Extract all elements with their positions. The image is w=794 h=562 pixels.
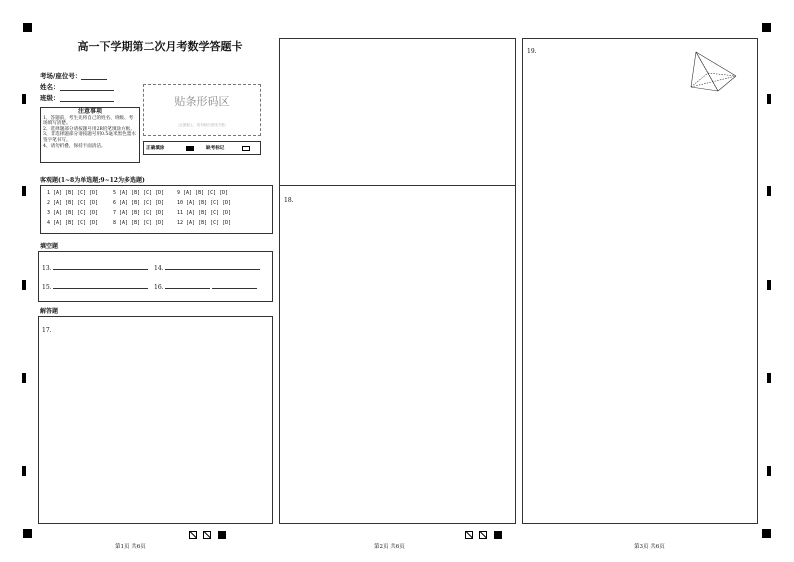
timing-mark	[22, 466, 26, 476]
blank-14-label: 14.	[154, 265, 164, 272]
fill-example	[143, 141, 261, 155]
mcq-option-row[interactable]: 8 [A] [B] [C] [D]	[113, 220, 165, 226]
registration-mark	[23, 529, 32, 538]
exam-seat-field[interactable]	[40, 71, 107, 80]
fill-panel	[38, 251, 273, 302]
name-label: 姓名：	[40, 83, 60, 91]
question-18-label: 18.	[284, 197, 294, 204]
notice-item: 3、非选择题部分请按题号用0.5毫米黑色墨水签字笔书写。	[43, 132, 136, 143]
objective-heading: 客观题(1~8为单选题;9~12为多选题)	[40, 177, 145, 184]
correct-fill-swatch	[186, 146, 194, 151]
page-id-mark	[494, 531, 502, 539]
page-id-mark	[203, 531, 211, 539]
answer-box-19[interactable]	[522, 38, 758, 524]
objective-panel	[40, 185, 273, 234]
blank-13-label: 13.	[42, 265, 52, 272]
barcode-subtitle: （正面朝上，切勿贴出虚线方框）	[175, 123, 229, 127]
fill-heading: 填空题	[40, 243, 59, 250]
blank-16-label: 16.	[154, 284, 164, 291]
mcq-option-row[interactable]: 3 [A] [B] [C] [D]	[47, 210, 99, 216]
page-id-mark	[189, 531, 197, 539]
page-id-mark	[218, 531, 226, 539]
blank-16[interactable]	[154, 282, 257, 291]
page-id-mark	[465, 531, 473, 539]
absent-mark-label: 缺考标记	[206, 146, 225, 151]
blank-13[interactable]	[42, 263, 148, 272]
mcq-option-row[interactable]: 12 [A] [B] [C] [D]	[177, 220, 232, 226]
question-17-label: 17.	[42, 327, 52, 334]
blank-15-label: 15.	[42, 284, 52, 291]
timing-mark	[22, 186, 26, 196]
mcq-option-row[interactable]: 1 [A] [B] [C] [D]	[47, 190, 99, 196]
notice-item: 2、选择题部分请按题号用2B铅笔填涂方框。	[43, 126, 135, 132]
page-title: 高一下学期第二次月考数学答题卡	[77, 40, 243, 53]
answer-box-continued[interactable]	[279, 38, 516, 186]
timing-mark	[767, 466, 771, 476]
page-id-mark	[479, 531, 487, 539]
registration-mark	[762, 529, 771, 538]
timing-mark	[22, 373, 26, 383]
mcq-option-row[interactable]: 10 [A] [B] [C] [D]	[177, 200, 232, 206]
class-label: 班级：	[40, 94, 60, 102]
exam-seat-label: 考场/座位号：	[40, 72, 82, 80]
blank-15[interactable]	[42, 282, 148, 291]
notice-item: 4、请勿折叠，保持卡面清洁。	[43, 143, 106, 149]
timing-mark	[767, 280, 771, 290]
answer-box-18[interactable]	[279, 185, 516, 524]
barcode-title: 贴条形码区	[174, 95, 230, 108]
blank-14[interactable]	[154, 263, 260, 272]
registration-mark	[762, 23, 771, 32]
notice-title: 注意事项	[77, 108, 102, 115]
question-19-label: 19.	[527, 48, 537, 55]
mcq-option-row[interactable]: 5 [A] [B] [C] [D]	[113, 190, 165, 196]
class-field[interactable]	[40, 93, 114, 102]
page-number-3: 第3页 共6页	[634, 544, 665, 550]
timing-mark	[22, 280, 26, 290]
registration-mark	[23, 23, 32, 32]
name-field[interactable]	[40, 82, 114, 91]
mcq-option-row[interactable]: 6 [A] [B] [C] [D]	[113, 200, 165, 206]
mcq-option-row[interactable]: 9 [A] [B] [C] [D]	[177, 190, 229, 196]
mcq-option-row[interactable]: 2 [A] [B] [C] [D]	[47, 200, 99, 206]
mcq-option-row[interactable]: 7 [A] [B] [C] [D]	[113, 210, 165, 216]
mcq-option-row[interactable]: 11 [A] [B] [C] [D]	[177, 210, 232, 216]
absent-mark-box[interactable]	[242, 146, 250, 151]
mcq-option-row[interactable]: 4 [A] [B] [C] [D]	[47, 220, 99, 226]
page-number-2: 第2页 共6页	[374, 544, 405, 550]
answer-box-17[interactable]	[38, 316, 273, 524]
correct-fill-label: 正确填涂	[146, 146, 165, 151]
answer-heading: 解答题	[40, 308, 59, 315]
notice-item: 1、答题前，考生先将自己的姓名、班级、考场填写清楚。	[43, 115, 134, 127]
barcode-area	[143, 84, 261, 136]
notice-box	[40, 107, 140, 163]
timing-mark	[22, 94, 26, 104]
timing-mark	[767, 94, 771, 104]
timing-mark	[767, 186, 771, 196]
pyramid-figure	[686, 47, 744, 97]
page-number-1: 第1页 共6页	[115, 544, 146, 550]
timing-mark	[767, 373, 771, 383]
